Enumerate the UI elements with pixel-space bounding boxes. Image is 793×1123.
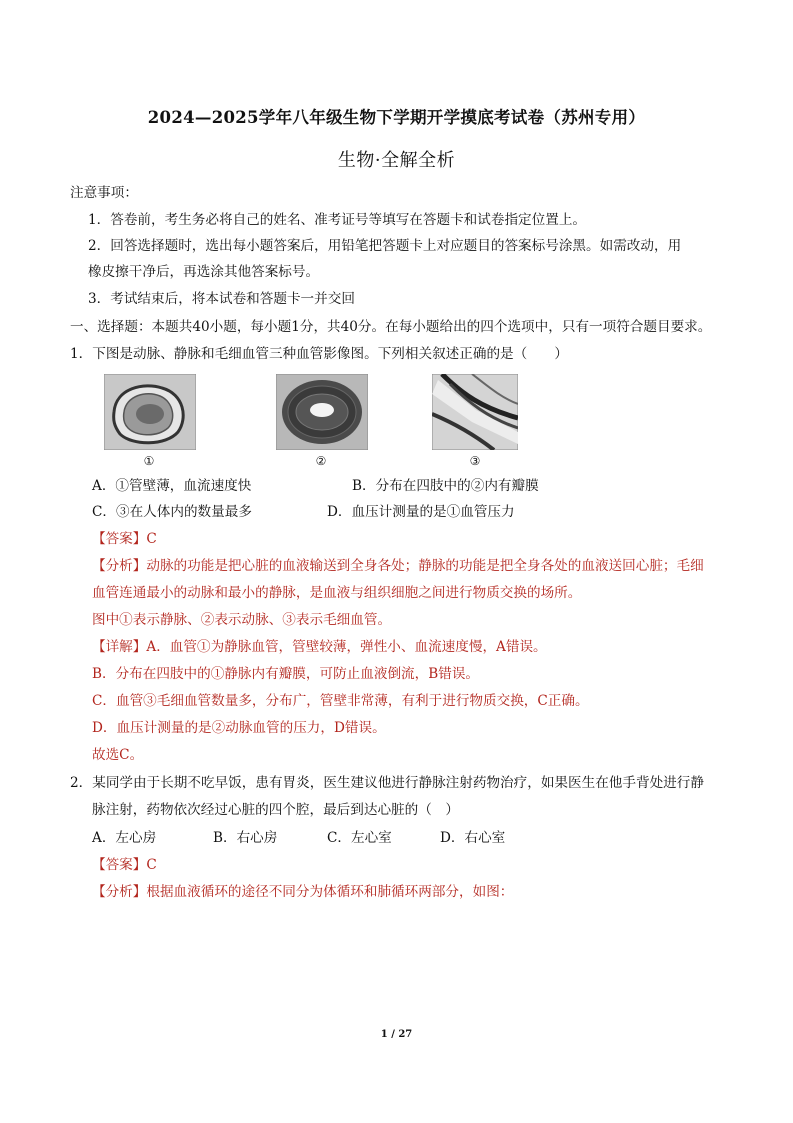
- analysis-text: 根据血液循环的途径不同分为体循环和肺循环两部分，如图：: [146, 884, 514, 900]
- q2-stem-2: 脉注射，药物依次经过心脏的四个腔，最后到达心脏的（ ）: [92, 802, 460, 818]
- q1-analysis-2: 血管连通最小的动脉和最小的静脉，是血液与组织细胞之间进行物质交换的场所。: [92, 585, 582, 601]
- notes-heading: 注意事项：: [70, 185, 138, 201]
- artery-image: [276, 374, 368, 450]
- q2-stem-1: 2．某同学由于长期不吃早饭，患有胃炎，医生建议他进行静脉注射药物治疗，如果医生在他手背处进行静: [70, 775, 704, 791]
- vein-image: [104, 374, 196, 450]
- note-item-3: 3．考试结束后，将本试卷和答题卡一并交回: [88, 291, 355, 307]
- answer-value: C: [146, 857, 157, 873]
- q2-option-a: A．左心房: [92, 830, 157, 846]
- answer-value: C: [146, 531, 157, 547]
- section-heading: 一、选择题：本题共40小题，每小题1分，共40分。在每小题给出的四个选项中，只有一项符合题目要求。: [70, 319, 712, 335]
- note-item-1: 1．答卷前，考生务必将自己的姓名、准考证号等填写在答题卡和试卷指定位置上。: [88, 212, 587, 228]
- q1-option-b: B．分布在四肢中的②内有瓣膜: [352, 478, 539, 494]
- note-item-2-cont: 橡皮擦干净后，再选涂其他答案标号。: [88, 264, 320, 280]
- q1-analysis-3: 图中①表示静脉、②表示动脉、③表示毛细血管。: [92, 612, 392, 628]
- fig-label-3: ③: [469, 454, 481, 468]
- q1-option-d: D．血压计测量的是①血管压力: [327, 504, 515, 520]
- q2-option-d: D．右心室: [440, 830, 506, 846]
- q1-answer: [92, 530, 157, 548]
- q2-analysis-1: [92, 883, 513, 901]
- q2-option-c: C．左心室: [327, 830, 392, 846]
- q1-option-c: C．③在人体内的数量最多: [92, 504, 252, 520]
- answer-tag: 【答案】: [92, 857, 147, 873]
- q1-detail-1: [92, 638, 547, 656]
- fig-label-2: ②: [315, 454, 327, 468]
- page-title: 2024—2025学年八年级生物下学期开学摸底考试卷（苏州专用）: [147, 108, 646, 127]
- analysis-tag: 【分析】: [92, 884, 147, 900]
- q1-detail-3: C．血管③毛细血管数量多，分布广，管壁非常薄，有利于进行物质交换，C正确。: [92, 693, 589, 709]
- detail-text: A．血管①为静脉血管，管壁较薄，弹性小、血流速度慢，A错误。: [146, 639, 547, 655]
- q1-stem: 1．下图是动脉、静脉和毛细血管三种血管影像图。下列相关叙述正确的是（ ）: [70, 346, 569, 362]
- q1-detail-2: B．分布在四肢中的①静脉内有瓣膜，可防止血液倒流，B错误。: [92, 666, 480, 682]
- q1-detail-4: D．血压计测量的是②动脉血管的压力，D错误。: [92, 720, 386, 736]
- fig-label-1: ①: [143, 454, 155, 468]
- q1-figures: [104, 374, 524, 469]
- q1-analysis-1: [92, 557, 704, 575]
- note-item-2: 2．回答选择题时，选出每小题答案后，用铅笔把答题卡上对应题目的答案标号涂黑。如需改动，用: [88, 238, 682, 254]
- q1-option-a: A．①管壁薄，血流速度快: [92, 478, 252, 494]
- detail-tag: 【详解】: [92, 639, 147, 655]
- q1-conclusion: 故选C。: [92, 747, 144, 763]
- capillary-image: [432, 374, 518, 450]
- page-number: 1 / 27: [380, 1029, 413, 1040]
- analysis-tag: 【分析】: [92, 558, 147, 574]
- q2-option-b: B．右心房: [213, 830, 278, 846]
- q2-answer: [92, 856, 157, 874]
- answer-tag: 【答案】: [92, 531, 147, 547]
- analysis-text: 动脉的功能是把心脏的血液输送到全身各处；静脉的功能是把全身各处的血液送回心脏；毛细: [146, 558, 704, 574]
- page-subtitle: 生物·全解全析: [337, 150, 456, 171]
